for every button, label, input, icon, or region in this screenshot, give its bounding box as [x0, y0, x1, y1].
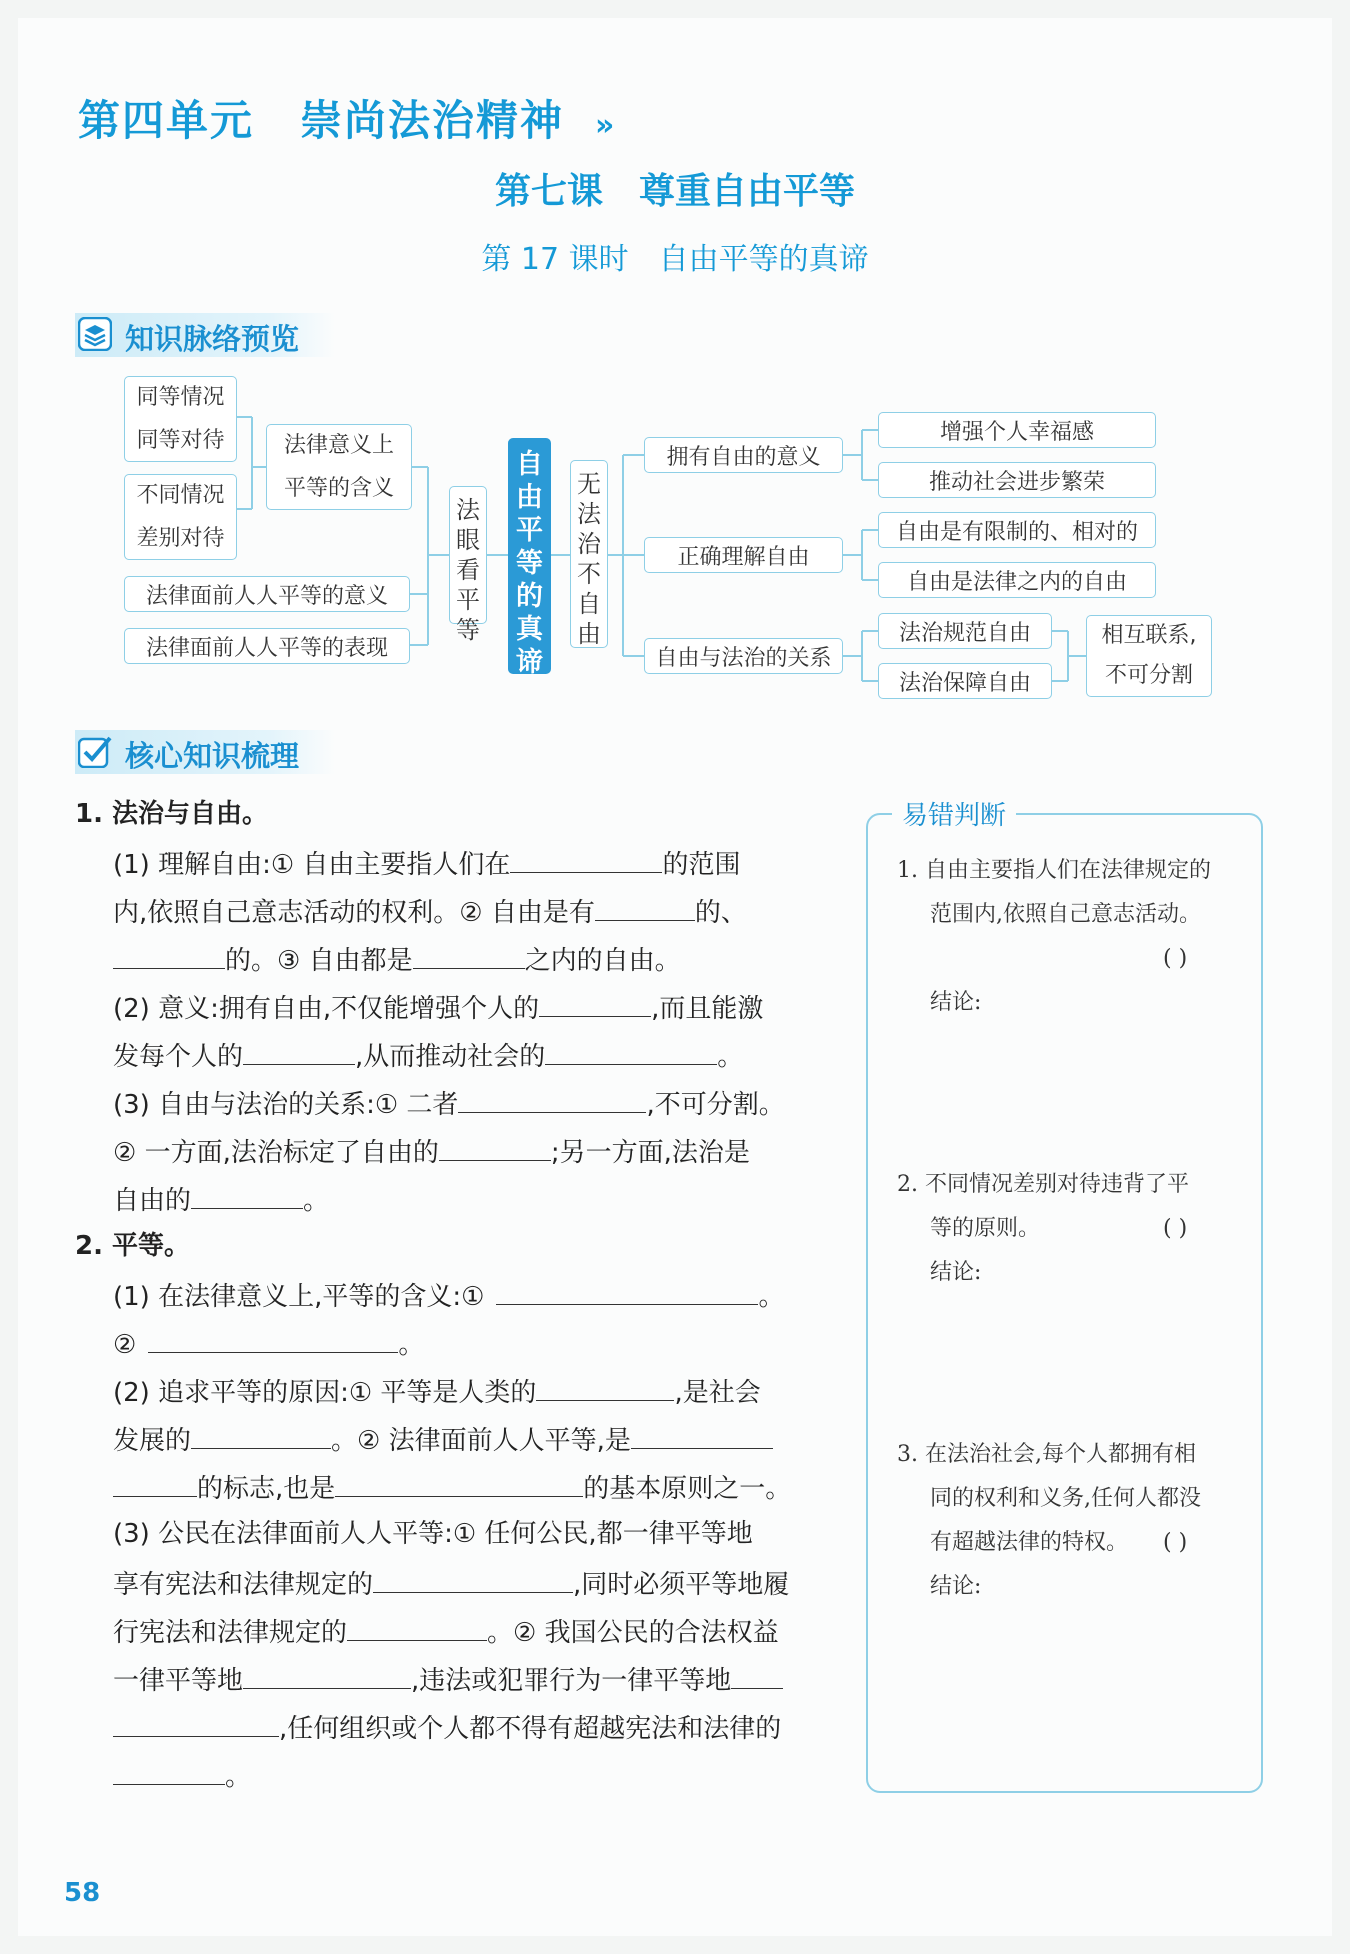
content-line	[113, 1270, 784, 1321]
text: ,不可分割。	[646, 1090, 785, 1120]
text: 内,依照自己意志活动的权利。② 自由是有	[113, 898, 595, 928]
content-line	[113, 1702, 781, 1753]
mindmap-node-diff	[124, 474, 237, 560]
fill-blank[interactable]	[413, 934, 525, 969]
mindmap-text: 相互联系,	[1101, 623, 1197, 648]
text: ,是社会	[674, 1378, 761, 1408]
text: ,违法或犯罪行为一律平等地	[411, 1666, 732, 1696]
heading-rule-of-law-freedom: 1. 法治与自由。	[75, 799, 269, 829]
text: 的基本原则之一。	[583, 1474, 792, 1504]
judgment-q1-line1: 1. 自由主要指人们在法律规定的	[897, 858, 1211, 883]
judgment-q3-conclusion: 结论:	[930, 1574, 982, 1599]
fill-blank[interactable]	[113, 1750, 225, 1785]
mindmap-node-rel-1: 法治规范自由	[878, 613, 1052, 649]
fill-blank[interactable]	[148, 1318, 398, 1353]
lesson-title: 第七课 尊重自由平等	[494, 171, 855, 212]
text: ②	[113, 1330, 137, 1360]
content-line	[113, 1510, 753, 1558]
text: 之内的自由。	[524, 946, 681, 976]
fill-blank[interactable]	[191, 1174, 303, 1209]
mindmap-node-free-meaning: 拥有自由的意义	[644, 437, 843, 473]
judgment-q1-answer[interactable]: ( )	[1163, 946, 1188, 971]
content-line	[113, 1078, 785, 1129]
text: ,从而推动社会的	[355, 1042, 546, 1072]
mindmap-text: 无法治 不自由	[577, 470, 601, 648]
text: ,而且能激	[651, 994, 764, 1024]
judgment-q2-line1: 2. 不同情况差别对待违背了平	[897, 1172, 1189, 1197]
mindmap-text: 差别对待	[136, 526, 225, 551]
judgment-q1-line2: 范围内,依照自己意志活动。	[930, 902, 1201, 927]
fill-blank[interactable]	[539, 982, 651, 1017]
text: (1) 在法律意义上,平等的含义:①	[113, 1282, 485, 1312]
text: (2) 追求平等的原因:① 平等是人类的	[113, 1378, 537, 1408]
text: ;另一方面,法治是	[550, 1138, 750, 1168]
text: (3) 公民在法律面前人人平等:① 任何公民,都一律平等地	[113, 1519, 753, 1549]
mindmap-node-right-branch	[570, 460, 608, 648]
fill-blank[interactable]	[191, 1414, 331, 1449]
text: 。② 我国公民的合法权益	[487, 1618, 779, 1648]
mindmap-node-under-2: 自由是法律之内的自由	[878, 562, 1156, 598]
fill-blank[interactable]	[243, 1030, 355, 1065]
mindmap-node-link	[1086, 615, 1212, 697]
mindmap-center-text: 自由平等的真谛	[516, 449, 543, 678]
content-line	[113, 982, 763, 1033]
text: 。	[225, 1762, 252, 1792]
mindmap-text: 法律意义上	[283, 433, 394, 458]
mindmap-node-same	[124, 376, 237, 462]
mindmap-node-meaning	[266, 424, 412, 510]
mindmap-text: 同等情况	[136, 385, 225, 410]
text: 的标志,也是	[197, 1474, 336, 1504]
content-line	[113, 886, 747, 937]
content-line	[113, 1558, 789, 1609]
mindmap-node-free-m2: 推动社会进步繁荣	[878, 462, 1156, 498]
text: 。	[717, 1042, 744, 1072]
text: 发展的	[113, 1426, 192, 1456]
unit-name: 崇尚法治精神	[300, 96, 565, 145]
mindmap-node-equal-meaning: 法律面前人人平等的意义	[124, 576, 410, 612]
text: 。② 法律面前人人平等,是	[331, 1426, 631, 1456]
fill-blank[interactable]	[439, 1126, 551, 1161]
fill-blank[interactable]	[545, 1030, 717, 1065]
mindmap-node-understand: 正确理解自由	[644, 537, 843, 573]
text: (1) 理解自由:① 自由主要指人们在	[113, 850, 511, 880]
heading-equality: 2. 平等。	[75, 1231, 191, 1261]
content-line	[113, 1462, 791, 1513]
judgment-q1-conclusion: 结论:	[930, 990, 982, 1015]
text: 享有宪法和法律规定的	[113, 1570, 374, 1600]
unit-number: 第四单元	[78, 96, 255, 145]
content-line	[113, 1366, 761, 1417]
judgment-q2-answer[interactable]: ( )	[1163, 1216, 1188, 1241]
mindmap-text: 同等对待	[136, 428, 225, 453]
section-title-overview: 知识脉络预览	[125, 322, 300, 356]
section-header-core	[75, 730, 335, 774]
mindmap-text: 不可分割	[1104, 663, 1193, 688]
mindmap-connectors	[0, 0, 1350, 720]
content-line	[113, 934, 681, 985]
page-number: 58	[64, 1878, 101, 1908]
mindmap-text: 法眼看平等	[456, 496, 480, 644]
fill-blank[interactable]	[347, 1606, 487, 1641]
knowledge-content	[75, 790, 835, 1810]
mindmap-node-under-1: 自由是有限制的、相对的	[878, 512, 1156, 548]
text: 。	[398, 1330, 425, 1360]
text: 的、	[694, 898, 747, 928]
judgment-q3-line1: 3. 在法治社会,每个人都拥有相	[897, 1442, 1196, 1467]
fill-blank[interactable]	[496, 1270, 758, 1305]
text: (2) 意义:拥有自由,不仅能增强个人的	[113, 994, 540, 1024]
fill-blank[interactable]	[731, 1654, 783, 1689]
fill-blank[interactable]	[113, 1462, 197, 1497]
sidebar-title-text: 易错判断	[902, 801, 1007, 831]
error-judgment-title	[892, 795, 1016, 832]
mindmap-text: 平等的含义	[283, 476, 394, 501]
text: (3) 自由与法治的关系:① 二者	[113, 1090, 459, 1120]
checkbox-icon	[78, 734, 112, 768]
section-title-core: 核心知识梳理	[125, 739, 300, 773]
text: ② 一方面,法治标定了自由的	[113, 1138, 439, 1168]
content-line	[113, 1414, 773, 1465]
judgment-q3-answer[interactable]: ( )	[1163, 1530, 1188, 1555]
mindmap-node-rel-2: 法治保障自由	[878, 663, 1052, 699]
content-line	[113, 1606, 779, 1657]
mindmap-node-equal-show: 法律面前人人平等的表现	[124, 628, 410, 664]
content-line	[113, 1126, 750, 1177]
text: ,任何组织或个人都不得有超越宪法和法律的	[279, 1714, 782, 1744]
mindmap-node-free-m1: 增强个人幸福感	[878, 412, 1156, 448]
judgment-q3-line2: 同的权利和义务,任何人都没	[930, 1486, 1201, 1511]
mindmap-node-relation: 自由与法治的关系	[644, 638, 843, 674]
fill-blank[interactable]	[113, 934, 225, 969]
text: 的。③ 自由都是	[225, 946, 413, 976]
fill-blank[interactable]	[113, 1702, 279, 1737]
fill-blank[interactable]	[510, 838, 662, 873]
fill-blank[interactable]	[373, 1558, 573, 1593]
content-line	[113, 1174, 329, 1225]
content-line	[113, 1750, 251, 1801]
text: 自由的	[113, 1186, 192, 1216]
content-line	[113, 838, 740, 889]
chevron-icon: »	[595, 108, 609, 143]
judgment-q2-conclusion: 结论:	[930, 1260, 982, 1285]
mindmap-node-left-branch	[449, 486, 487, 644]
fill-blank[interactable]	[458, 1078, 646, 1113]
content-line	[113, 1654, 783, 1705]
text: 的范围	[662, 850, 741, 880]
text: 。	[303, 1186, 330, 1216]
judgment-q3-line3: 有超越法律的特权。	[930, 1530, 1129, 1555]
text: 一律平等地	[113, 1666, 244, 1696]
fill-blank[interactable]	[243, 1654, 411, 1689]
content-line	[113, 1318, 424, 1369]
error-judgment-panel	[866, 813, 1263, 1793]
text: 。	[758, 1282, 785, 1312]
text: ,同时必须平等地履	[573, 1570, 790, 1600]
fill-blank[interactable]	[536, 1366, 674, 1401]
period-title: 第 17 课时 自由平等的真谛	[481, 242, 869, 277]
fill-blank[interactable]	[631, 1414, 773, 1449]
mindmap-center-node	[508, 438, 551, 678]
mindmap-text: 不同情况	[136, 483, 225, 508]
fill-blank[interactable]	[595, 886, 695, 921]
text: 行宪法和法律规定的	[113, 1618, 348, 1648]
judgment-q2-line2: 等的原则。	[930, 1216, 1041, 1241]
fill-blank[interactable]	[335, 1462, 583, 1497]
text: 发每个人的	[113, 1042, 244, 1072]
content-line	[113, 1030, 743, 1081]
